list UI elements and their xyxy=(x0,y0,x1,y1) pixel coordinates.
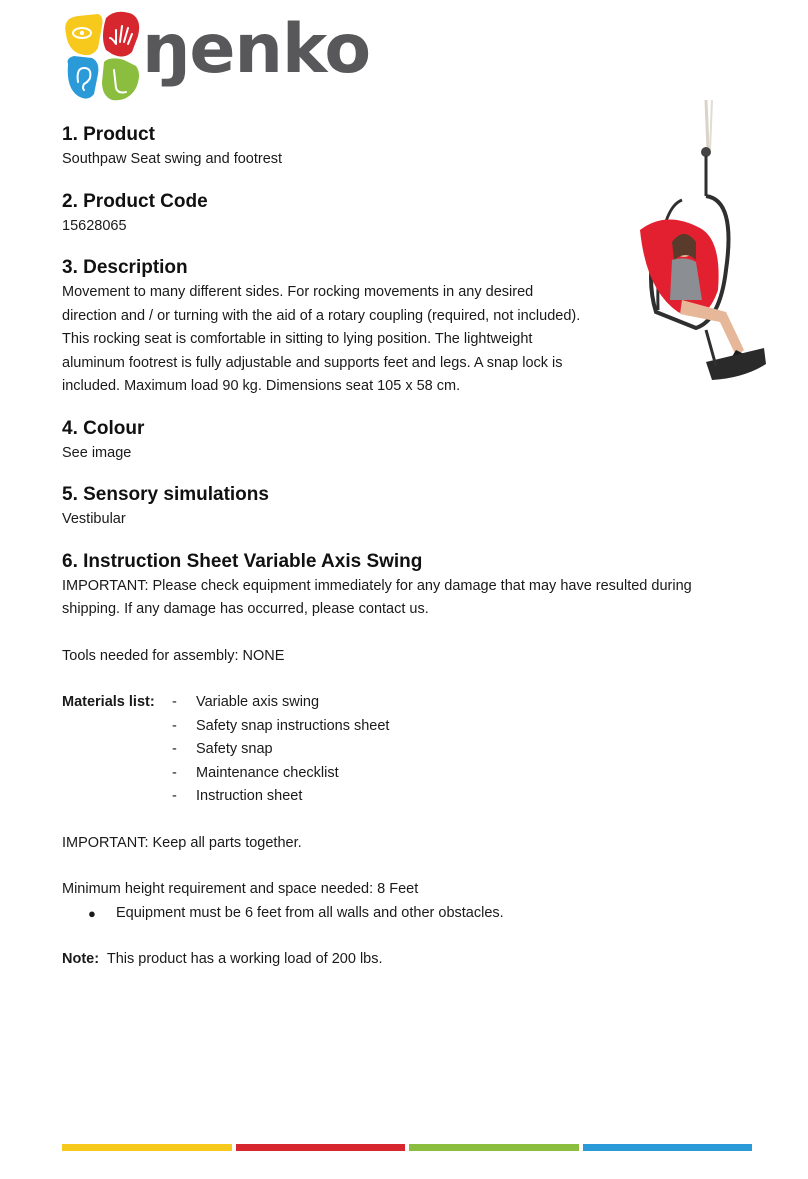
colour-text: See image xyxy=(62,444,132,461)
list-item: ● Equipment must be 6 feet from all walls and other obstacles. xyxy=(88,902,742,926)
section-sensory xyxy=(62,482,742,532)
dash-icon: - xyxy=(172,741,177,757)
footer-bar-blue xyxy=(583,1144,753,1151)
description-text: Movement to many different sides. For rocking movements in any desired direction and / or turning with the aid of a rotary coupling (required, not included). This rocking seat is comfortable in sitting to lying position. The lightweight aluminum footrest is fully adjustable and supports feet and legs. A snap lock is included. Maximum load 90 kg. Dimensions seat 105 x 58 cm. xyxy=(62,284,581,394)
section-instructions xyxy=(62,549,742,972)
dash-icon: - xyxy=(172,717,177,734)
brand-logo xyxy=(62,8,402,104)
min-height-requirement: Minimum height requirement and space needed: 8 Feet xyxy=(62,881,419,897)
footer-bar-yellow xyxy=(62,1144,232,1151)
sensory-text: Vestibular xyxy=(62,511,126,527)
materials-label: Materials list: xyxy=(62,694,155,710)
dash-icon: - xyxy=(172,788,177,804)
footer-bar-red xyxy=(236,1144,406,1151)
product-code: 15628065 xyxy=(62,217,127,234)
list-item: - Maintenance checklist xyxy=(172,762,389,786)
list-item: - Instruction sheet xyxy=(172,785,389,809)
logo-mark xyxy=(62,8,142,104)
section-heading: 3. Description xyxy=(62,257,188,278)
list-item: - Safety snap xyxy=(172,738,389,762)
logo-petal-yellow xyxy=(65,14,102,55)
logo-petal-green xyxy=(102,58,139,100)
bullet-icon: ● xyxy=(88,905,96,921)
document-body xyxy=(62,122,742,972)
section-product xyxy=(62,122,742,172)
product-name: Southpaw Seat swing and footrest xyxy=(62,151,283,167)
note-label: Note: xyxy=(62,951,100,967)
keep-parts-notice: IMPORTANT: Keep all parts together. xyxy=(62,834,302,851)
dash-icon: - xyxy=(172,764,177,781)
materials-list xyxy=(62,691,742,809)
footer-color-bar xyxy=(62,1144,752,1151)
brand-wordmark: ŋenko xyxy=(142,10,371,89)
section-heading: 1. Product xyxy=(62,124,155,145)
section-heading: 4. Colour xyxy=(62,417,145,439)
list-item: - Safety snap instructions sheet xyxy=(172,715,389,739)
important-notice: IMPORTANT: Please check equipment immediately for any damage that may have resulted during shipping. If any damage has occurred, please contact us. xyxy=(62,577,692,617)
section-heading: 2. Product Code xyxy=(62,190,208,212)
note-text: This product has a working load of 200 lbs. xyxy=(106,951,383,967)
section-product-code xyxy=(62,189,742,239)
section-heading: 5. Sensory simulations xyxy=(62,484,269,505)
section-heading: 6. Instruction Sheet Variable Axis Swing xyxy=(62,550,423,572)
tools-needed: Tools needed for assembly: NONE xyxy=(62,647,285,664)
section-colour xyxy=(62,416,742,466)
logo-petal-blue xyxy=(68,56,99,99)
dash-icon: - xyxy=(172,694,177,710)
working-load-note xyxy=(62,948,742,972)
footer-bar-green xyxy=(409,1144,579,1151)
section-description xyxy=(62,255,742,399)
list-item: - Variable axis swing xyxy=(172,691,389,715)
space-requirements xyxy=(62,902,742,926)
